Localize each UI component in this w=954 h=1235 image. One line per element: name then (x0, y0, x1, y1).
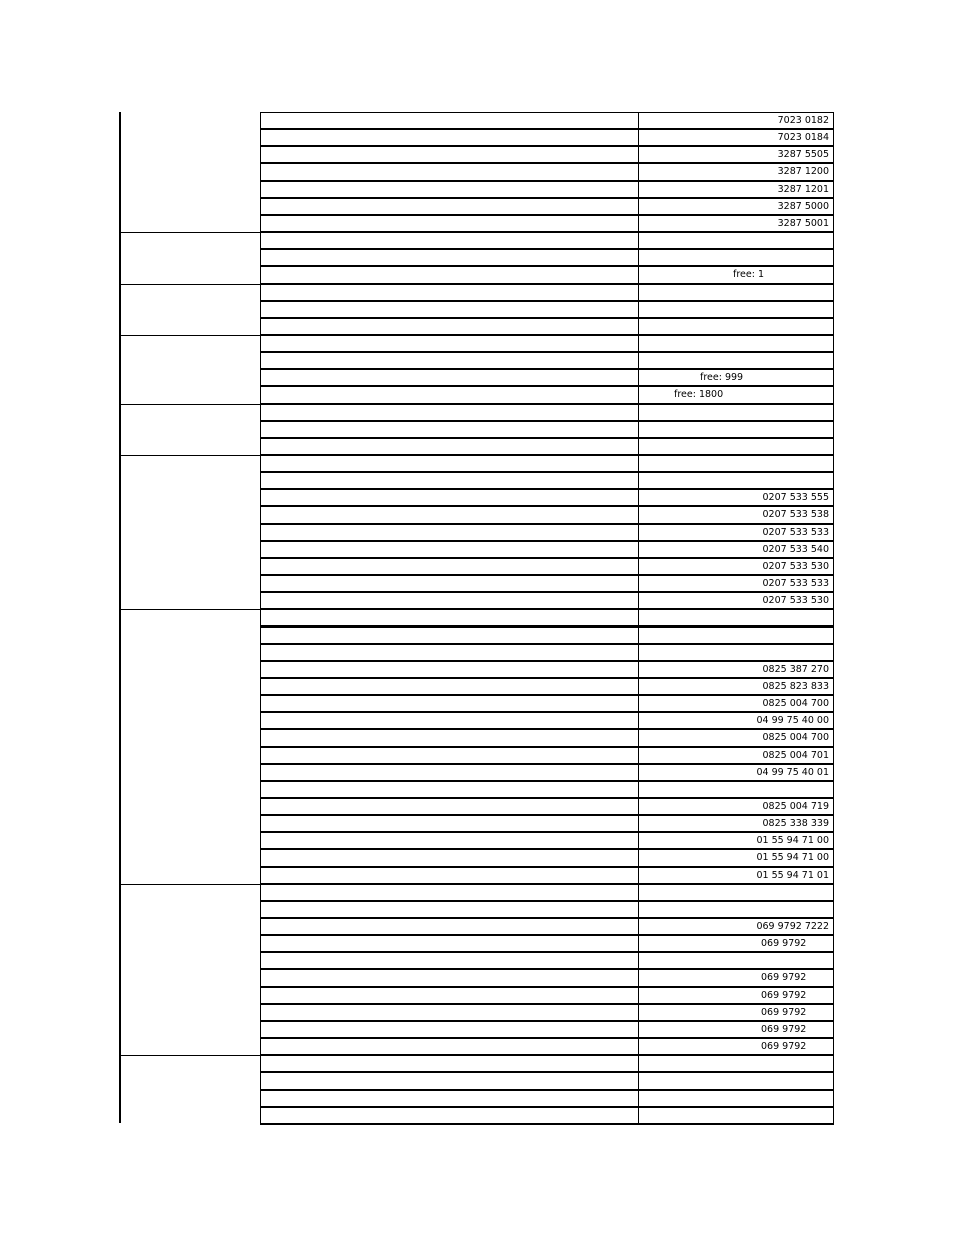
table-row (260, 524, 834, 542)
table-row (260, 678, 834, 696)
phone-number (639, 1073, 833, 1089)
phone-number: 069 9792 (761, 1006, 807, 1018)
phone-number (639, 953, 833, 968)
phone-number: free: 1800 (674, 389, 724, 401)
table-row (260, 284, 834, 302)
phone-number: 0825 338 339 (762, 817, 829, 829)
table-row (260, 541, 834, 559)
phone-number (639, 885, 833, 900)
phone-number: free: 1 (733, 269, 764, 281)
phone-number: 0825 004 700 (762, 697, 829, 709)
row-group (119, 1055, 260, 1124)
table-row (260, 489, 834, 507)
phone-number: 0207 533 540 (762, 543, 829, 555)
phone-number: 01 55 94 71 00 (756, 852, 829, 864)
table-row (260, 112, 834, 130)
phone-number: 04 99 75 40 00 (756, 714, 829, 726)
phone-number (639, 439, 833, 454)
group-divider (119, 232, 260, 233)
phone-number: 3287 1201 (777, 183, 829, 195)
table-row (260, 969, 834, 988)
table-row (260, 266, 834, 285)
phone-number: 3287 5001 (777, 217, 829, 229)
phone-number: 069 9792 (761, 937, 807, 949)
phone-number: 3287 5000 (777, 200, 829, 212)
table-row (260, 129, 834, 147)
table-row (260, 609, 834, 627)
phone-number (639, 902, 833, 917)
phone-number (639, 336, 833, 351)
phone-number: 069 9792 (761, 1040, 807, 1052)
phone-number (639, 1056, 833, 1071)
phone-number: 3287 1200 (777, 166, 829, 178)
table-row (260, 181, 834, 199)
group-divider (119, 455, 260, 456)
phone-number (639, 1091, 833, 1106)
row-group (119, 609, 260, 883)
table-row (260, 472, 834, 490)
group-divider (119, 284, 260, 285)
phone-number (639, 473, 833, 488)
phone-number (639, 628, 833, 643)
table-row (260, 695, 834, 713)
phone-number: 0207 533 530 (762, 594, 829, 606)
table-row (260, 935, 834, 953)
table-row (260, 506, 834, 525)
phone-number: 3287 5505 (777, 148, 829, 160)
phone-number (639, 302, 833, 317)
phone-number: 0207 533 555 (762, 491, 829, 503)
table-row (260, 781, 834, 799)
row-group (119, 404, 260, 455)
table-row (260, 661, 834, 679)
phone-number: 0825 004 701 (762, 749, 829, 761)
table-row (260, 729, 834, 748)
table-row (260, 1107, 834, 1125)
row-group (119, 112, 260, 232)
table-row (260, 867, 834, 885)
table-row (260, 952, 834, 970)
table-row (260, 404, 834, 422)
phone-number (639, 405, 833, 420)
phone-number (639, 422, 833, 437)
phone-number (639, 233, 833, 248)
table-row (260, 232, 834, 250)
phone-number: free: 999 (700, 371, 744, 383)
group-divider (119, 335, 260, 336)
phone-number (639, 353, 833, 368)
group-divider (119, 609, 260, 610)
phone-number: 0207 533 533 (762, 526, 829, 538)
phone-number: 0825 004 719 (762, 800, 829, 812)
table-row (260, 438, 834, 456)
table-row (260, 575, 834, 593)
phone-number (639, 610, 833, 625)
phone-number: 04 99 75 40 01 (756, 766, 829, 778)
table-row (260, 455, 834, 473)
phone-number: 01 55 94 71 01 (756, 869, 829, 881)
table-row (260, 215, 834, 233)
phone-number: 0207 533 538 (762, 509, 829, 521)
table-row (260, 884, 834, 902)
phone-number (639, 645, 833, 660)
table-row (260, 832, 834, 850)
phone-number: 7023 0184 (777, 131, 829, 143)
table-row (260, 558, 834, 576)
phone-number: 0825 823 833 (762, 680, 829, 692)
row-group (119, 335, 260, 404)
phone-number: 0825 004 700 (762, 732, 829, 744)
table-row (260, 352, 834, 370)
phone-number: 7023 0182 (777, 114, 829, 126)
phone-number: 069 9792 (761, 1023, 807, 1035)
table-row (260, 386, 834, 405)
group-divider (119, 884, 260, 885)
table-row (260, 747, 834, 765)
table-row (260, 163, 834, 182)
row-group (119, 284, 260, 335)
table-row (260, 764, 834, 782)
table-row (260, 1021, 834, 1039)
table-row (260, 421, 834, 439)
phone-number: 069 9792 (761, 972, 807, 984)
phone-number: 0207 533 530 (762, 560, 829, 572)
table-row (260, 318, 834, 336)
phone-number (639, 319, 833, 334)
table-row (260, 798, 834, 816)
phone-number (639, 285, 833, 300)
phone-number: 01 55 94 71 00 (756, 834, 829, 846)
phone-number: 069 9792 (761, 989, 807, 1001)
table-row (260, 712, 834, 730)
table-row (260, 1055, 834, 1073)
table-row (260, 901, 834, 919)
table-row (260, 198, 834, 216)
row-group (119, 455, 260, 609)
table-row (260, 1004, 834, 1022)
table-row (260, 146, 834, 164)
phone-number (639, 456, 833, 471)
phone-number: 0825 387 270 (762, 663, 829, 675)
table-row (260, 301, 834, 319)
group-divider (119, 1055, 260, 1056)
phone-number (639, 250, 833, 265)
table-row (260, 987, 834, 1005)
table-row (260, 1038, 834, 1056)
phone-number: 069 9792 7222 (756, 920, 829, 932)
table-row (260, 815, 834, 833)
table-row (260, 1090, 834, 1108)
group-divider (119, 404, 260, 405)
table-row (260, 369, 834, 387)
row-group (119, 232, 260, 283)
table-row (260, 592, 834, 610)
table-row (260, 644, 834, 662)
phone-number (639, 782, 833, 797)
table-row (260, 849, 834, 868)
phone-number: 0207 533 533 (762, 577, 829, 589)
table-row (260, 249, 834, 267)
row-group (119, 884, 260, 1056)
table-row (260, 335, 834, 353)
table-row (260, 918, 834, 936)
table-row (260, 1072, 834, 1091)
table-row (260, 627, 834, 645)
phone-number (639, 1108, 833, 1123)
